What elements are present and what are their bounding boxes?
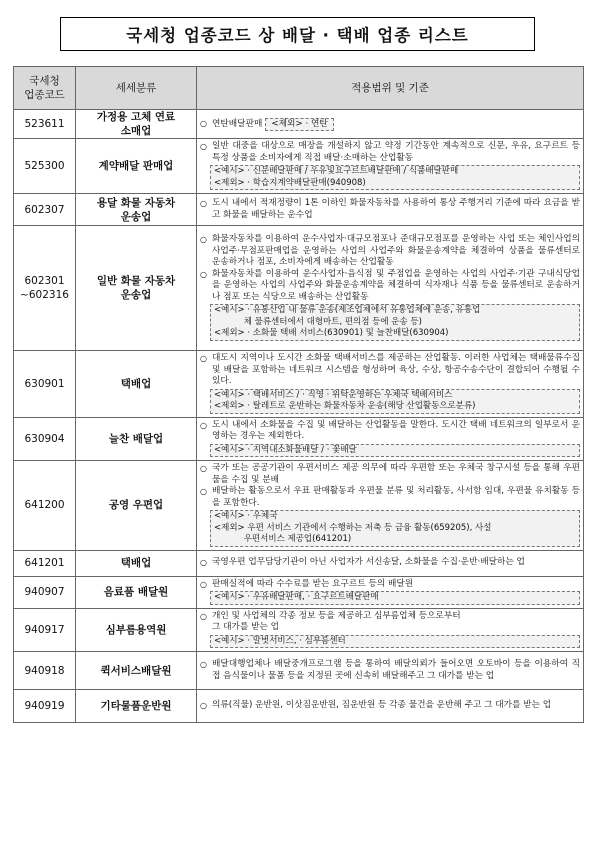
document-title: 국세청 업종코드 상 배달 · 택배 업종 리스트 xyxy=(126,26,469,45)
category-name-cell: 심부름용역원 xyxy=(76,608,197,652)
category-name-cell: 일반 화물 자동차 운송업 xyxy=(76,226,197,351)
criteria-text: 판매실적에 따라 수수료를 받는 요구르트 등의 배달원 xyxy=(212,578,414,589)
criteria-bullet-item xyxy=(200,611,580,634)
criteria-cell xyxy=(197,652,584,690)
bullet-icon: ○ xyxy=(200,660,207,669)
category-name-cell: 택배업 xyxy=(76,550,197,576)
header-code-line: 국세청 xyxy=(29,75,60,87)
criteria-cell xyxy=(197,461,584,551)
criteria-cell xyxy=(197,226,584,351)
category-name-cell: 기타물품운반원 xyxy=(76,690,197,723)
document-title-box xyxy=(60,17,535,51)
criteria-cell xyxy=(197,550,584,576)
bullet-icon: ○ xyxy=(200,420,207,430)
example-line: <예시> · 유통산업 내 물류 운송(제조업체에서 유통업체에 운송, 유통업 xyxy=(214,305,481,316)
category-name-cell: 용달 화물 자동차 운송업 xyxy=(76,194,197,226)
header-industry-code xyxy=(14,67,76,110)
bullet-icon: ○ xyxy=(200,199,207,208)
table-row xyxy=(14,690,584,723)
criteria-text: 일반 대중을 대상으로 매장을 개설하지 않고 약정 기간동안 계속적으로 신문, 우유, 요구르트 등 특정 상품을 소비자에게 직접 배달·소매하는 산업활동 xyxy=(212,141,580,163)
table-row xyxy=(14,652,584,690)
criteria-text: 대도시 지역이나 도시간 소화물 택배서비스를 제공하는 산업활동. 이러한 사업체는 택배물류수집 및 배달을 포함하는 네트워크 시스템을 형성하며 육상, 수상, 항공수송수단이 결합되어 수행될 수 있다. xyxy=(212,353,580,386)
criteria-text: 도시 내에서 소화물을 수집 및 배달하는 산업활동을 말한다. 도시간 택배 네트워크의 일부로서 운영하는 경우는 제외한다. xyxy=(212,419,580,441)
industry-code-cell: 602301 ~602316 xyxy=(14,226,76,351)
table-row xyxy=(14,139,584,194)
bullet-icon: ○ xyxy=(200,354,207,363)
criteria-cell xyxy=(197,576,584,608)
category-name-cell: 가정용 고체 연료 소매업 xyxy=(76,110,197,139)
criteria-text: 의류(직물) 운반원, 이삿짐운반원, 짐운반원 등 각종 물건을 운반해 주고 그 대가를 받는 업 xyxy=(212,700,552,711)
example-box xyxy=(210,304,580,341)
criteria-text: 배달하는 활동으로서 우표 판매활동과 우편물 분류 및 처리활동, 사서함 임대, 우편물 유치활동 등을 포함한다. xyxy=(212,486,580,508)
table-header-row xyxy=(14,67,584,110)
industry-code-cell: 940918 xyxy=(14,652,76,690)
table-row xyxy=(14,461,584,551)
category-name-cell: 계약배달 판매업 xyxy=(76,139,197,194)
criteria-cell xyxy=(197,110,584,139)
bullet-icon: ○ xyxy=(200,701,207,711)
example-line: <예시> · 신문배달판매 / 우유및요구르트배달판매 / 식품배달판매 xyxy=(214,166,459,176)
example-box xyxy=(210,165,580,190)
criteria-text: 화물자동차를 이용하여 운수사업자·대규모점포나 준대규모점포를 운영하는 사업 또는 체인사업의 사업주·무점포판매업을 운영하는 사업의 사업주와 화물운송계약을 체결하여 상품을 물류센터로 운송하거나 점포, 소비자에게 배송하는 산업활동 xyxy=(212,234,580,268)
criteria-bullet-item xyxy=(200,579,580,591)
criteria-text: 화물자동차를 이용하여 운수사업자·음식점 및 주점업을 운영하는 사업의 사업주·기관 구내식당업을 운영하는 사업의 사업주와 화물운송계약을 체결하여 식자재나 식품 등을 물류센터로 운송하거나 점포 또는 식당으로 배송하는 산업활동 xyxy=(212,268,580,302)
example-line: <제외> · 탈레트로 운반하는 화물자동차 운송(해당 산업활동으로분류) xyxy=(214,401,476,411)
industry-code-cell: 641200 xyxy=(14,461,76,551)
criteria-text: 배달대행업체나 배달중개프로그램 등을 통하여 배달의뢰가 들어오면 오토바이 등을 이용하여 직접 음식물이나 물품 등을 지정된 곳에 신속히 배달해주고 그 대가를 받는 업 xyxy=(212,659,580,681)
criteria-bullet-item xyxy=(200,234,580,269)
criteria-bullet-item xyxy=(200,420,580,443)
industry-code-cell: 641201 xyxy=(14,550,76,576)
criteria-cell xyxy=(197,351,584,418)
criteria-bullet-item xyxy=(200,659,580,682)
table-row xyxy=(14,110,584,139)
category-name-cell: 음료품 배달원 xyxy=(76,576,197,608)
table-row xyxy=(14,226,584,351)
bullet-icon: ○ xyxy=(200,558,207,568)
example-line: 우편서비스 제공업(641201) xyxy=(214,534,352,544)
example-box xyxy=(210,389,580,414)
table-body xyxy=(14,110,584,723)
category-name-cell: 택배업 xyxy=(76,351,197,418)
criteria-bullet-item xyxy=(200,486,580,509)
industry-code-cell: 630901 xyxy=(14,351,76,418)
industry-code-cell: 940907 xyxy=(14,576,76,608)
industry-code-cell: 602307 xyxy=(14,194,76,226)
criteria-bullet-item xyxy=(200,269,580,304)
criteria-cell xyxy=(197,194,584,226)
example-line: <제외> · 학습지계약배달판매(940908) xyxy=(214,177,366,188)
industry-code-cell: 940919 xyxy=(14,690,76,723)
example-line: 체 물류센터에서 대형마트, 편의점 등에 운송 등) xyxy=(214,316,422,327)
table-row xyxy=(14,576,584,608)
industry-code-cell: 630904 xyxy=(14,417,76,461)
bullet-icon: ○ xyxy=(200,142,207,151)
example-line: <예시> · 우체국 xyxy=(214,511,278,521)
criteria-bullet-item xyxy=(200,118,580,131)
category-name-cell: 퀵서비스배달원 xyxy=(76,652,197,690)
category-name-cell: 늘찬 배달업 xyxy=(76,417,197,461)
criteria-bullet-item xyxy=(200,463,580,486)
header-code-line: 업종코드 xyxy=(24,89,65,101)
criteria-bullet-item xyxy=(200,700,580,712)
header-criteria: 적용범위 및 기준 xyxy=(197,67,584,110)
example-box xyxy=(210,635,580,649)
example-box xyxy=(210,591,580,605)
industry-code-table xyxy=(13,66,584,723)
table-row xyxy=(14,351,584,418)
example-line: <예시> · 지역내소화물배달 / · 꽃배달 xyxy=(214,444,357,455)
example-box xyxy=(210,510,580,547)
category-name-cell: 공영 우편업 xyxy=(76,461,197,551)
table-row xyxy=(14,417,584,461)
criteria-text: 도시 내에서 적재정량이 1톤 이하인 화물자동차를 사용하여 통상 주행거리 기준에 따라 요금을 받고 화물을 배달하는 운수업 xyxy=(212,198,580,220)
bullet-icon: ○ xyxy=(200,118,207,128)
bullet-icon: ○ xyxy=(200,464,207,473)
criteria-bullet-item xyxy=(200,557,580,569)
table-row xyxy=(14,194,584,226)
example-line: <제외> · 소화물 택배 서비스(630901) 및 늘찬배달(630904) xyxy=(214,328,449,339)
example-line: <예시> · 택배서비스 / · 직영 · 위탁운영하는 우체국 택배서비스 xyxy=(214,389,453,400)
criteria-bullet-item xyxy=(200,353,580,388)
industry-code-cell: 523611 xyxy=(14,110,76,139)
criteria-bullet-item xyxy=(200,141,580,164)
header-category: 세세분류 xyxy=(76,67,197,110)
criteria-text: 개인 및 사업체의 각종 정보 등을 제공하고 심부름업체 등으로부터 그 대가를 받는 업 xyxy=(212,610,461,632)
criteria-cell xyxy=(197,417,584,461)
example-line: <예시> · 말벗서비스, · 심부름센터 xyxy=(214,635,346,646)
industry-code-cell: 940917 xyxy=(14,608,76,652)
criteria-cell xyxy=(197,608,584,652)
criteria-cell xyxy=(197,690,584,723)
example-line: <예시> · 우유배달판매, · 요구르트배달판매 xyxy=(214,592,379,602)
criteria-text: 국영우편 업무담당기관이 아닌 사업자가 서신송달, 소화물을 수집·운반·배달하는 업 xyxy=(212,557,525,568)
table-row xyxy=(14,608,584,652)
bullet-icon: ○ xyxy=(200,611,207,621)
bullet-icon: ○ xyxy=(200,235,207,245)
criteria-text: 국가 또는 공공기관이 우편서비스 제공 의무에 따라 우편함 또는 우체국 창구시설 등을 통해 우편물을 수집 및 분배 xyxy=(212,463,580,485)
bullet-icon: ○ xyxy=(200,487,207,496)
example-box xyxy=(210,444,580,458)
table-row xyxy=(14,550,584,576)
criteria-cell xyxy=(197,139,584,194)
criteria-bullet-item xyxy=(200,198,580,221)
example-line: <제외> 우편 서비스 기관에서 수행하는 저축 등 금융 활동(659205), 사설 xyxy=(214,522,492,533)
bullet-icon: ○ xyxy=(200,269,207,279)
industry-code-cell: 525300 xyxy=(14,139,76,194)
criteria-text: 연탄배달판매 <제외> · 연탄 xyxy=(212,118,580,131)
bullet-icon: ○ xyxy=(200,579,207,589)
inline-example-box: <제외> · 연탄 xyxy=(265,118,333,131)
